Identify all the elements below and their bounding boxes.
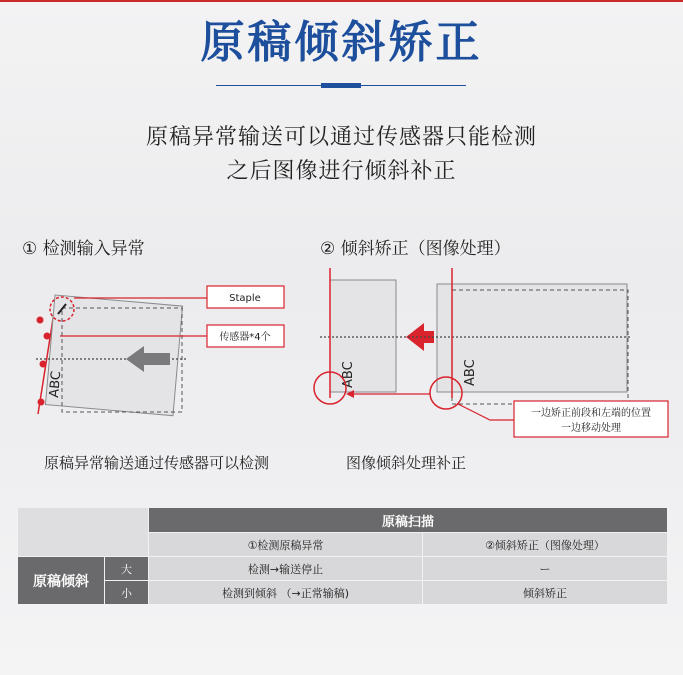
table-row-level: 小: [105, 581, 148, 604]
table-cell: ー: [423, 557, 667, 580]
step2-original-doc-text: ABC: [463, 359, 478, 386]
sensor-dot: [44, 333, 51, 340]
step2-corrected-doc-text: ABC: [341, 361, 356, 388]
step2-heading: ② 倾斜矫正（图像处理）: [320, 239, 511, 259]
table-cell: 检测→输送停止: [149, 557, 422, 580]
subtitle-line-2: 之后图像进行倾斜补正: [226, 159, 457, 184]
table-cell: 检测到倾斜 （→正常输稿): [149, 581, 422, 604]
step1-heading: ① 检测输入异常: [22, 239, 145, 259]
table-row-group-label: 原稿倾斜: [18, 557, 104, 604]
page-title: 原稿倾斜矫正: [200, 17, 483, 68]
sensor-dot: [38, 399, 45, 406]
subtitle-line-1: 原稿异常输送可以通过传感器只能检测: [145, 125, 537, 150]
callout-leader: [458, 404, 514, 420]
table-group-header: 原稿扫描: [149, 508, 667, 532]
callout-line-1: 一边矫正前段和左端的位置: [531, 408, 651, 419]
table-col1-header: ①检测原稿异常: [149, 533, 422, 556]
sensor-label: 传感器*4个: [219, 332, 271, 343]
staple-label: Staple: [229, 293, 261, 304]
step2-caption: 图像倾斜处理补正: [346, 454, 467, 472]
sensor-dot: [37, 317, 44, 324]
table-row-level: 大: [105, 557, 148, 580]
sensor-dot: [40, 361, 47, 368]
step1-doc-text: ABC: [47, 370, 65, 399]
table-col2-header: ②倾斜矫正（图像处理）: [423, 533, 667, 556]
table-corner: [18, 508, 148, 556]
callout-line-2: 一边移动处理: [561, 423, 621, 434]
table-cell: 倾斜矫正: [423, 581, 667, 604]
step1-caption: 原稿异常输送通过传感器可以检测: [44, 454, 270, 472]
